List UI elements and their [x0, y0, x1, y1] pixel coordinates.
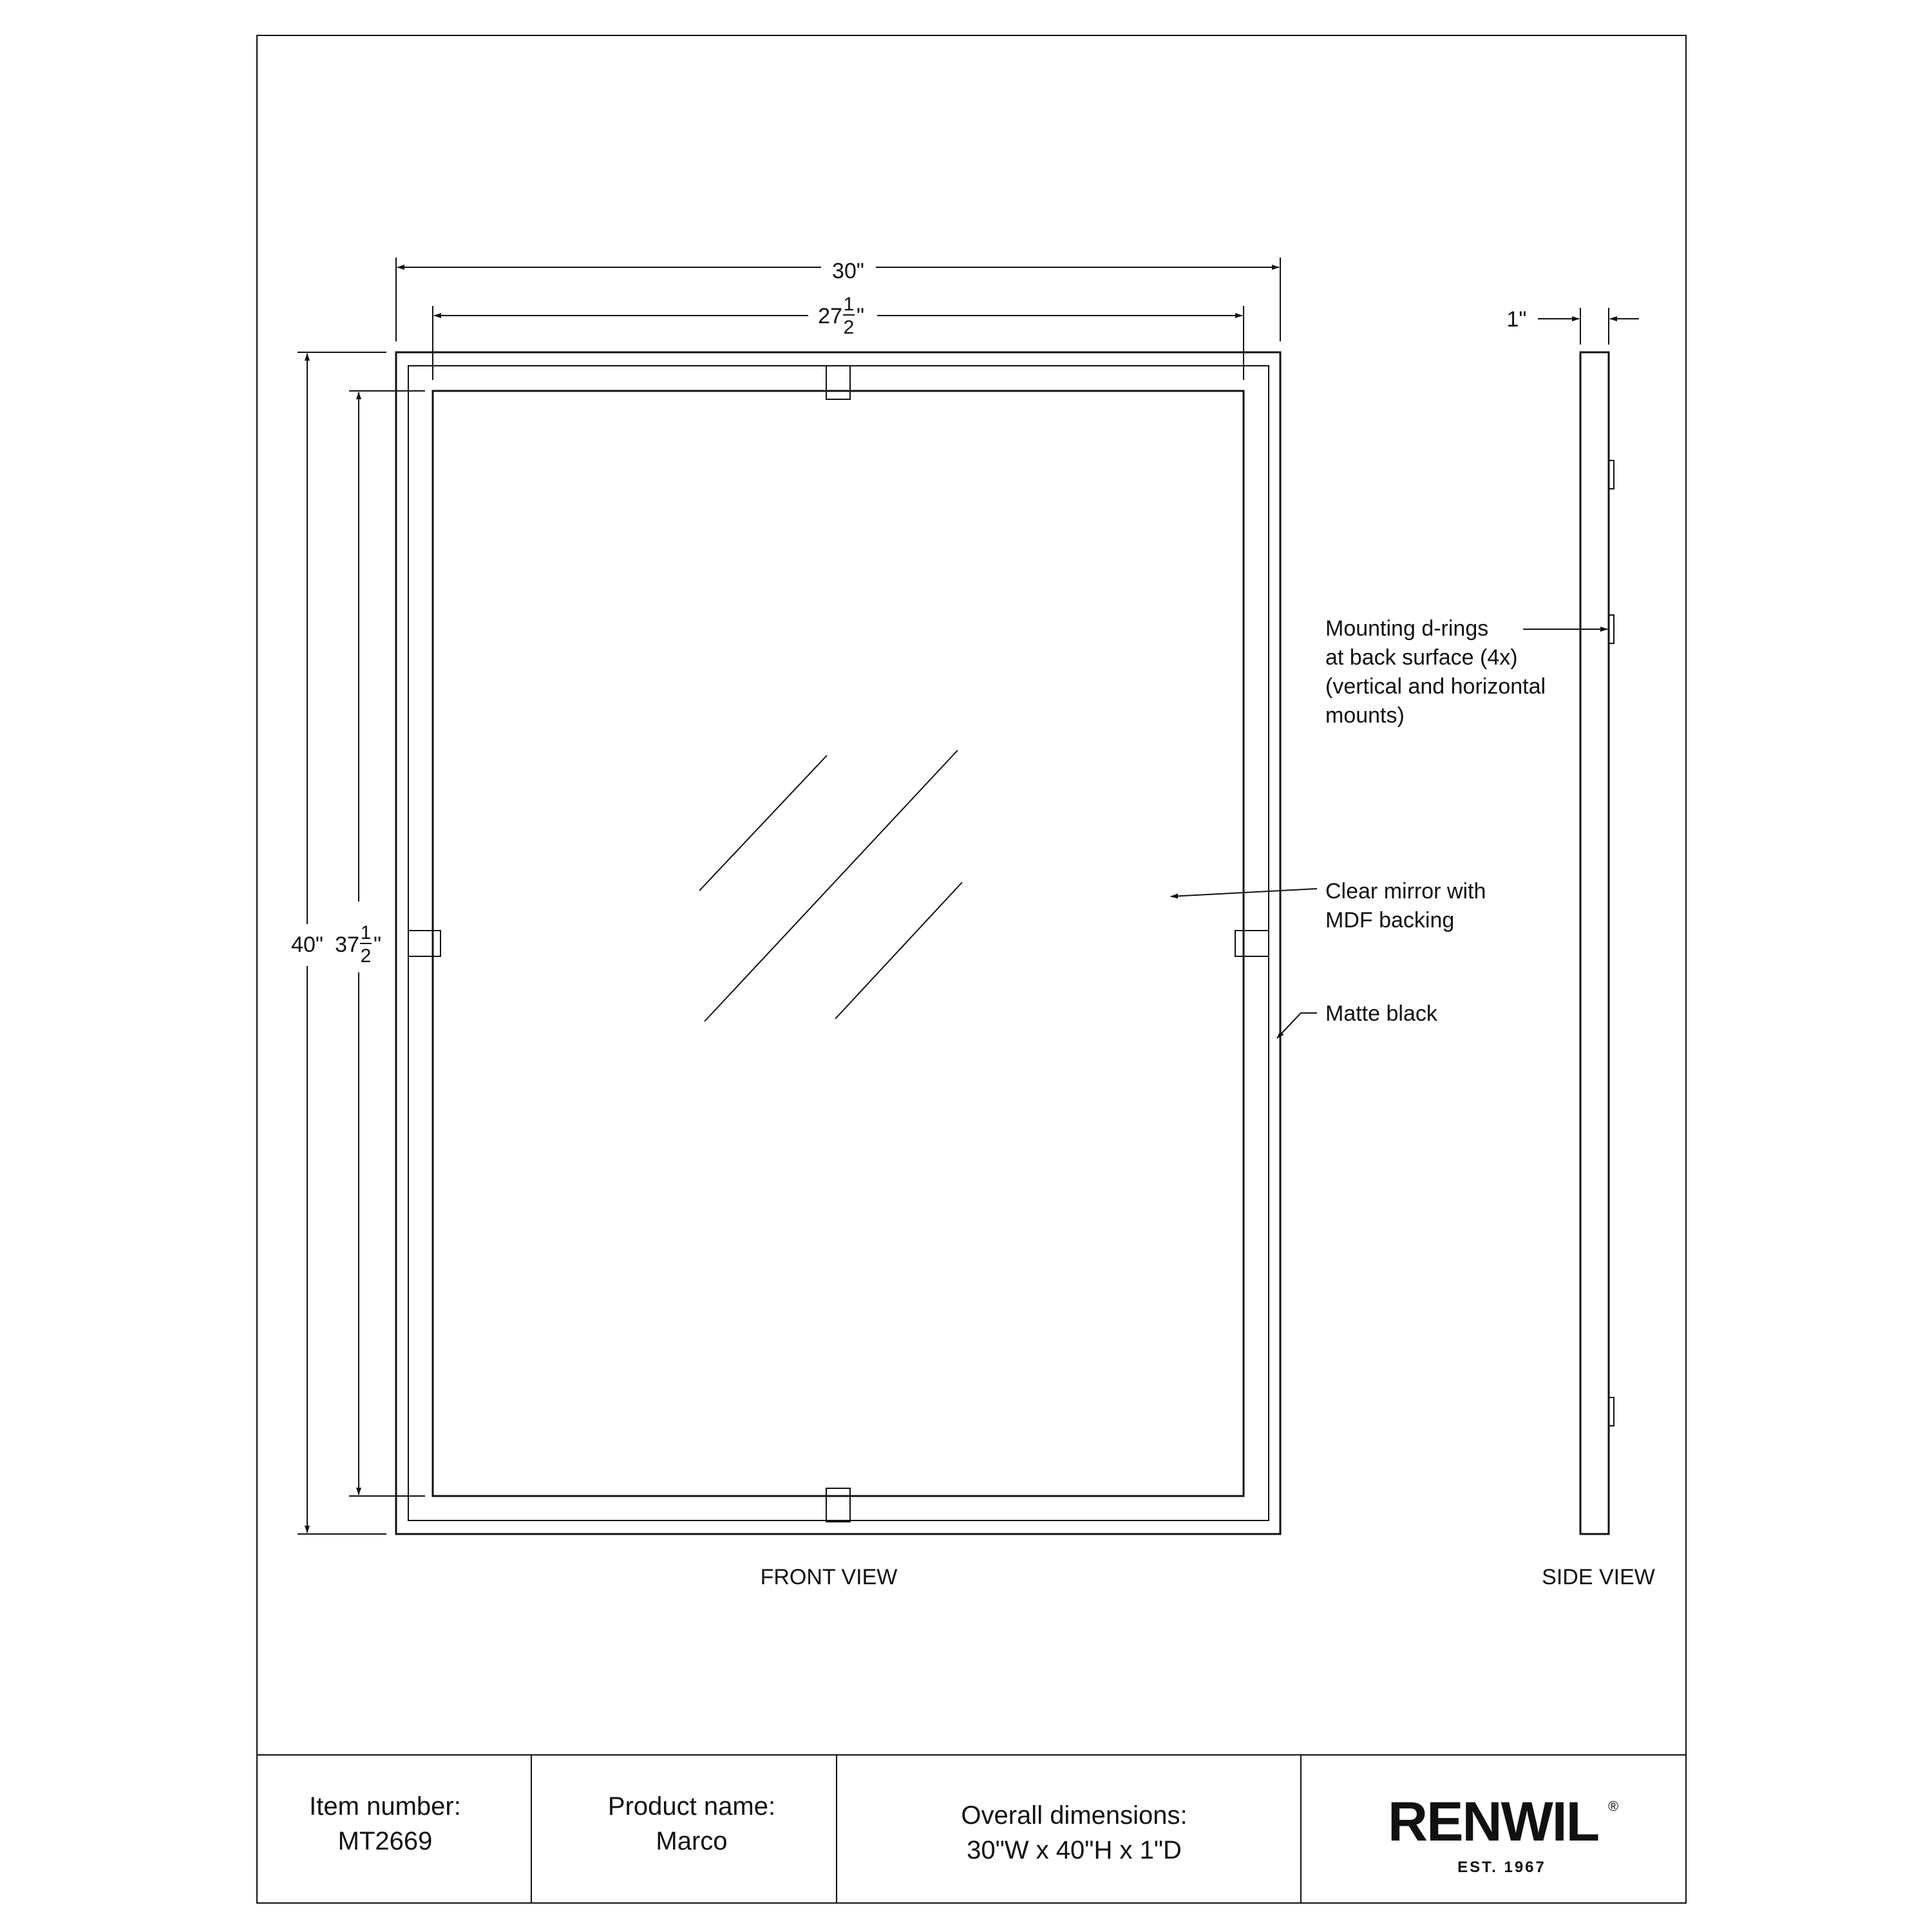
- overall-dimensions-label: Overall dimensions:: [961, 1801, 1188, 1830]
- dim-inner-height-numerator: 1: [360, 922, 372, 943]
- callout-d-rings-line-4: mounts): [1325, 703, 1405, 728]
- product-name-label: Product name:: [607, 1792, 776, 1821]
- brand-established: EST. 1967: [1457, 1859, 1546, 1876]
- callout-d-rings-line-2: at back surface (4x): [1325, 645, 1518, 670]
- callout-d-rings: [1325, 616, 1607, 728]
- dim-depth: [1507, 307, 1639, 345]
- dim-inner-width-numerator: 1: [843, 294, 855, 315]
- dim-overall-height-label: 40": [291, 933, 323, 957]
- dim-overall-width: [396, 258, 1280, 341]
- dim-inner-width: [433, 294, 1244, 380]
- product-name-value: Marco: [656, 1827, 728, 1855]
- item-number-value: MT2669: [337, 1827, 433, 1855]
- dim-inner-width-unit: ": [857, 304, 865, 328]
- brand-name: RENWIL: [1388, 1791, 1599, 1853]
- dim-inner-width-whole: 27: [818, 304, 842, 328]
- dim-depth-label: 1": [1506, 307, 1527, 332]
- glass-reflection-line: [699, 755, 827, 891]
- callout-d-rings-line-3: (vertical and horizontal: [1325, 674, 1546, 699]
- side-view-drawing: [1580, 352, 1614, 1534]
- dim-inner-height-whole: 37: [335, 933, 359, 957]
- front-view-drawing: [396, 352, 1280, 1534]
- outer-frame: [396, 352, 1280, 1534]
- dim-overall-width-label: 30": [832, 259, 864, 283]
- overall-dimensions-value: 30"W x 40"H x 1"D: [967, 1836, 1182, 1864]
- clip-top: [826, 366, 850, 399]
- glass-reflection-line: [705, 750, 958, 1021]
- clip-right: [1235, 931, 1269, 956]
- front-view-label: FRONT VIEW: [760, 1565, 898, 1589]
- dim-inner-height: [335, 391, 425, 1496]
- item-number-label: Item number:: [309, 1792, 461, 1821]
- clip-bottom: [826, 1488, 850, 1522]
- dim-inner-height-denominator: 2: [360, 945, 372, 967]
- glass-reflection-line: [835, 882, 962, 1019]
- side-view-label: SIDE VIEW: [1542, 1565, 1655, 1589]
- clip-left: [408, 931, 440, 956]
- inner-frame: [408, 366, 1269, 1520]
- title-block: [309, 1792, 1187, 1864]
- renwil-logo: [1388, 1791, 1618, 1876]
- callout-mirror: [1171, 879, 1486, 933]
- side-profile: [1580, 352, 1609, 1534]
- mirror-glass: [433, 391, 1244, 1496]
- callout-finish: [1277, 1001, 1438, 1038]
- dim-inner-height-unit: ": [374, 933, 382, 957]
- callout-d-rings-line-1: Mounting d-rings: [1325, 616, 1489, 641]
- callout-mirror-line-1: Clear mirror with: [1325, 879, 1486, 904]
- dim-inner-width-denominator: 2: [843, 317, 855, 338]
- brand-registered-mark: ®: [1608, 1798, 1619, 1814]
- callout-mirror-line-2: MDF backing: [1325, 908, 1455, 933]
- callout-finish-line-1: Matte black: [1325, 1001, 1437, 1026]
